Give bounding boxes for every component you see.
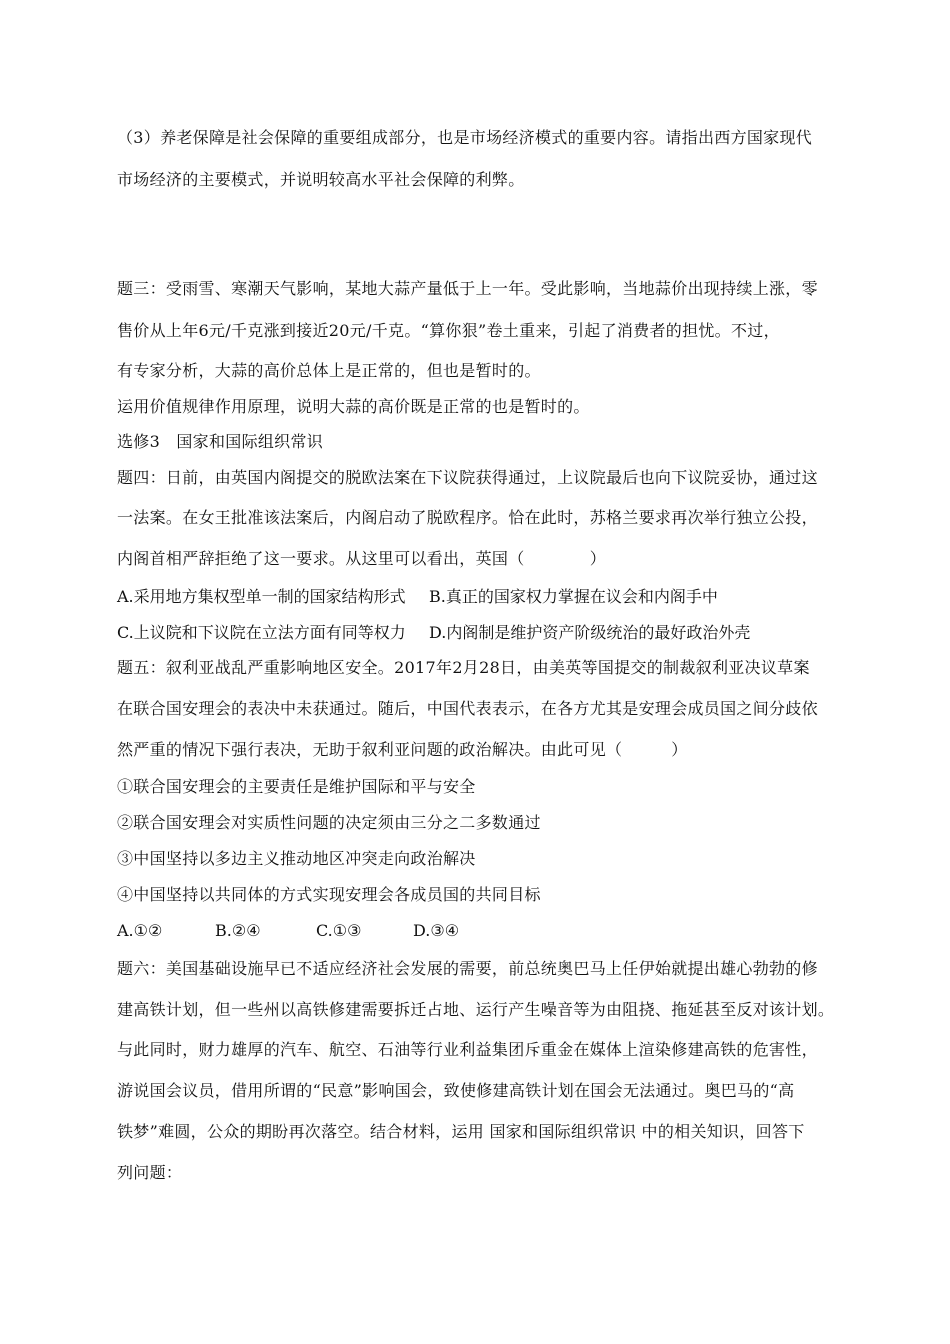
question-five-line-2: 在联合国安理会的表决中未获通过。随后，中国代表表示，在各方尤其是安理会成员国之间分歧依 (117, 699, 818, 718)
question-three-line-2: 售价从上年6元/千克涨到接近20元/千克。“算你狠”卷土重来，引起了消费者的担忧。不过， (117, 321, 780, 340)
question-four-options-row-1 (117, 587, 718, 607)
question-five-line-1: 题五：叙利亚战乱严重影响地区安全。2017年2月28日，由美英等国提交的制裁叙利亚决议草案 (117, 658, 810, 677)
question-six-line-4: 游说国会议员，借用所谓的“民意”影响国会，致使修建高铁计划在国会无法通过。奥巴马的“高 (117, 1081, 795, 1100)
question-five-option-d: D.③④ (413, 921, 460, 940)
question-five-options (117, 921, 459, 941)
question-four-option-a: A.采用地方集权型单一制的国家结构形式 (117, 587, 406, 606)
question-four-line-1: 题四：日前，由英国内阁提交的脱欧法案在下议院获得通过，上议院最后也向下议院妥协，通过这 (117, 468, 818, 487)
question-five-item-2: ②联合国安理会对实质性问题的决定须由三分之二多数通过 (117, 813, 541, 832)
question-four-option-c: C.上议院和下议院在立法方面有同等权力 (117, 623, 406, 642)
question-five-line-3: 然严重的情况下强行表决，无助于叙利亚问题的政治解决。由此可见（ ） (117, 740, 688, 759)
question-four-option-d: D.内阁制是维护资产阶级统治的最好政治外壳 (429, 623, 751, 642)
question-five-option-c: C.①③ (316, 921, 362, 940)
question-three-line-3: 有专家分析，大蒜的高价总体上是正常的，但也是暂时的。 (117, 361, 541, 380)
question-five-item-1: ①联合国安理会的主要责任是维护国际和平与安全 (117, 777, 476, 796)
question-four-line-2: 一法案。在女王批准该法案后，内阁启动了脱欧程序。恰在此时，苏格兰要求再次举行独立公投， (117, 508, 818, 527)
question-four-options-row-2 (117, 623, 750, 643)
question-six-line-6: 列问题： (117, 1163, 183, 1182)
module-heading: 选修3 国家和国际组织常识 (117, 432, 324, 451)
question-five-option-b: B.②④ (215, 921, 261, 940)
q3-sub-line-1: （3）养老保障是社会保障的重要组成部分，也是市场经济模式的重要内容。请指出西方国家现代 (117, 128, 813, 147)
question-four-option-b: B.真正的国家权力掌握在议会和内阁手中 (429, 587, 718, 606)
question-six-line-1: 题六：美国基础设施早已不适应经济社会发展的需要，前总统奥巴马上任伊始就提出雄心勃勃的修 (117, 959, 818, 978)
question-three-line-1: 题三：受雨雪、寒潮天气影响，某地大蒜产量低于上一年。受此影响，当地蒜价出现持续上涨，零 (117, 279, 818, 298)
question-five-item-4: ④中国坚持以共同体的方式实现安理会各成员国的共同目标 (117, 885, 541, 904)
question-six-line-3: 与此同时，财力雄厚的汽车、航空、石油等行业利益集团斥重金在媒体上渲染修建高铁的危害性， (117, 1040, 818, 1059)
question-five-option-a: A.①② (117, 921, 163, 940)
question-six-line-2: 建高铁计划，但一些州以高铁修建需要拆迁占地、运行产生噪音等为由阻挠、拖延甚至反对该计划。 (117, 1000, 835, 1019)
question-six-line-5: 铁梦”难圆，公众的期盼再次落空。结合材料，运用 国家和国际组织常识 中的相关知识，回答下 (117, 1122, 805, 1141)
question-three-line-4: 运用价值规律作用原理，说明大蒜的高价既是正常的也是暂时的。 (117, 397, 590, 416)
q3-sub-line-2: 市场经济的主要模式，并说明较高水平社会保障的利弊。 (117, 170, 525, 189)
question-four-line-3: 内阁首相严辞拒绝了这一要求。从这里可以看出，英国（ ） (117, 549, 607, 568)
question-five-item-3: ③中国坚持以多边主义推动地区冲突走向政治解决 (117, 849, 476, 868)
